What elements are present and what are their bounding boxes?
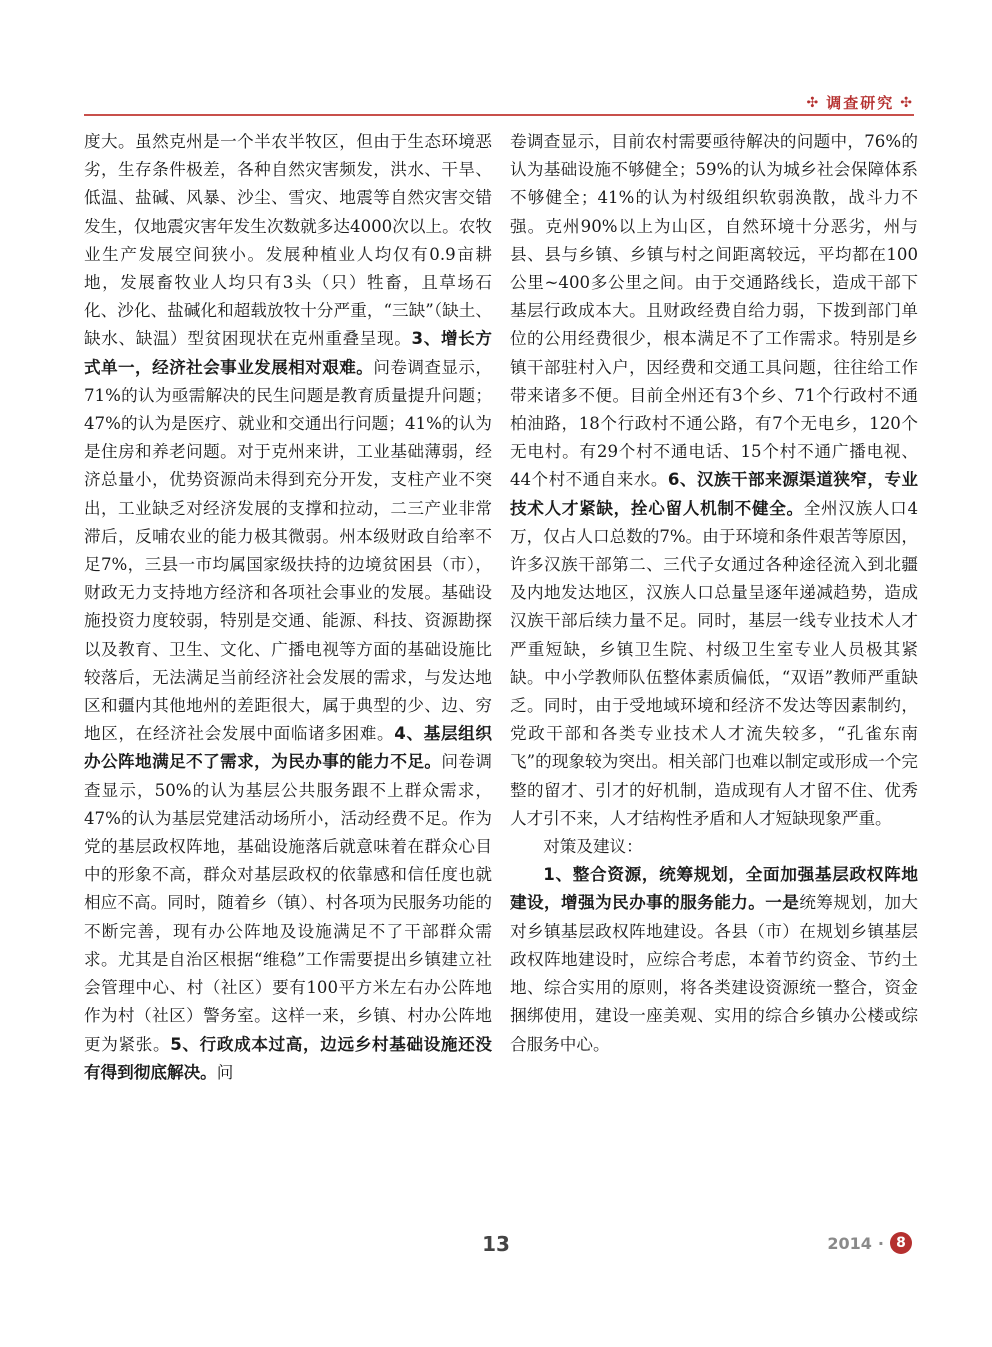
ornament-right-icon: ✣ (900, 94, 914, 111)
text-run: 问卷调查显示，71%的认为亟需解决的民生问题是教育质量提升问题；47%的认为是医疗、就业和交通出行问题；41%的认为是住房和养老问题。对于克州来讲，工业基础薄弱，经济总量小，优势资源尚未得到充分开发，支柱产业不突出，工业缺乏对经济发展的支撑和拉动，二三产业非常滞后，反哺农业的能力极其微弱。州本级财政自给率不足7%，三县一市均属国家级扶持的边境贫困县（市），财政无力支持地方经济和各项社会事业的发展。基础设施投资力度较弱，特别是交通、能源、科技、资源勘探以及教育、卫生、文化、广播电视等方面的基础设施比较落后，无法满足当前经济社会发展的需求，与发达地区和疆内其他地州的差距很大，属于典型的少、边、穷地区，在经济社会发展中面临诸多困难。 (84, 357, 493, 744)
right-paragraph (510, 128, 918, 833)
countermeasures-heading: 对策及建议： (543, 837, 643, 857)
issue-number-badge: 8 (890, 1232, 912, 1254)
left-column (84, 128, 492, 1087)
text-run: 全州汉族人口4万，仅占人口总数的7%。由于环境和条件艰苦等原因，许多汉族干部第二、三代子女通过各种途径流入到北疆及内地发达地区，汉族人口总量呈逐年递减趋势，造成汉族干部后续力量不足。同时，基层一线专业技术人才严重短缺，乡镇卫生院、村级卫生室专业人员极其紧缺。中小学教师队伍整体素质偏低，“双语”教师严重缺乏。同时，由于受地域环境和经济不发达等因素制约，党政干部和各类专业技术人才流失较多，“孔雀东南飞”的现象较为突出。相关部门也难以制定或形成一个完整的留才、引才的好机制，造成现有人才留不住、优秀人才引不来，人才结构性矛盾和人才短缺现象严重。 (510, 498, 919, 828)
bold-heading: 4、基层组织办公阵地满足不了需求，为民办事的能力不足。 (84, 724, 493, 772)
section-header (807, 92, 914, 113)
bold-heading: 5、行政成本过高，边远乡村基础设施还没有得到彻底解决。 (84, 1034, 492, 1082)
right-column (510, 128, 918, 1059)
text-run: 问 (216, 1062, 234, 1082)
issue-info (827, 1232, 912, 1254)
issue-separator: · (877, 1233, 884, 1253)
page-number: 13 (482, 1232, 510, 1256)
header-divider (84, 114, 914, 116)
ornament-left-icon: ✣ (806, 94, 821, 111)
bold-heading: 6、汉族干部来源渠道狭窄，专业技术人才紧缺，拴心留人机制不健全。 (510, 470, 918, 518)
bold-heading: 一是 (765, 893, 800, 913)
text-run: 度大。虽然克州是一个半农半牧区，但由于生态环境恶劣，生存条件极差，各种自然灾害频发，洪水、干旱、低温、盐碱、风暴、沙尘、雪灾、地震等自然灾害交错发生，仅地震灾害年发生次数就多达4000次以上。农牧业生产发展空间狭小。发展种植业人均仅有0.9亩耕地，发展畜牧业人均只有3头（只）牲畜，且草场石化、沙化、盐碱化和超载放牧十分严重，“三缺”（缺土、缺水、缺温）型贫困现状在克州重叠呈现。 (84, 132, 492, 349)
issue-year: 2014 (827, 1233, 872, 1253)
section-title: 调查研究 (826, 94, 895, 112)
recommendation-paragraph (510, 861, 918, 1058)
left-paragraph (84, 128, 492, 1087)
bold-heading: 1、整合资源，统筹规划，全面加强基层政权阵地建设，增强为民办事的服务能力。 (510, 865, 918, 913)
bold-heading: 3、增长方式单一，经济社会事业发展相对艰难。 (84, 329, 493, 377)
text-run: 卷调查显示，目前农村需要亟待解决的问题中，76%的认为基础设施不够健全；59%的认为城乡社会保障体系不够健全；41%的认为村级组织软弱涣散，战斗力不强。克州90%以上为山区，自然环境十分恶劣，州与县、县与乡镇、乡镇与村之间距离较远，平均都在100公里~400多公里之间。由于交通路线长，造成干部下基层行政成本大。且财政经费自给力弱，下拨到部门单位的公用经费很少，根本满足不了工作需求。特别是乡镇干部驻村入户，因经费和交通工具问题，往往给工作带来诸多不便。目前全州还有3个乡、71个行政村不通柏油路，18个行政村不通公路，有7个无电乡，120个无电村。有29个村不通电话、15个村不通广播电视、44个村不通自来水。 (510, 132, 918, 490)
text-run: 统筹规划，加大对乡镇基层政权阵地建设。各县（市）在规划乡镇基层政权阵地建设时，应综合考虑，本着节约资金、节约土地、综合实用的原则，将各类建设资源统一整合，资金捆绑使用，建设一座美观、实用的综合乡镇办公楼或综合服务中心。 (510, 893, 919, 1054)
text-run: 问卷调查显示，50%的认为基层公共服务跟不上群众需求，47%的认为基层党建活动场所小，活动经费不足。作为党的基层政权阵地，基础设施落后就意味着在群众心目中的形象不高，群众对基层政权的依靠感和信任度也就相应不高。同时，随着乡（镇）、村各项为民服务功能的不断完善，现有办公阵地及设施满足不了干部群众需求。尤其是自治区根据“维稳”工作需要提出乡镇建立社会管理中心、村（社区）要有100平方米左右办公阵地作为村（社区）警务室。这样一来，乡镇、村办公阵地更为紧张。 (84, 752, 493, 1054)
section-heading-paragraph (510, 833, 918, 861)
